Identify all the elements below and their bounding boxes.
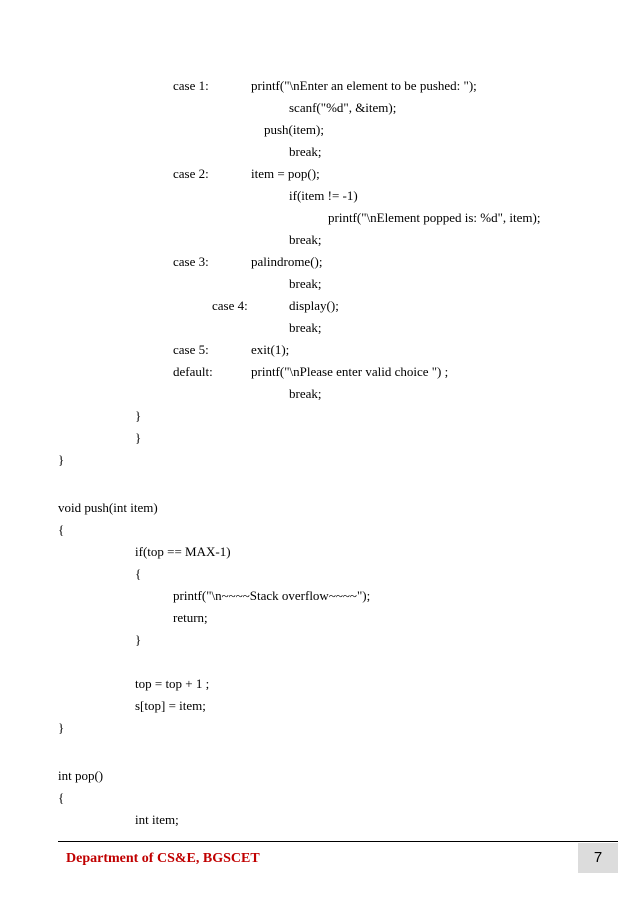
code-printf-push-prompt: printf("\nEnter an element to be pushed: "); xyxy=(251,78,477,93)
code-close-brace: } xyxy=(58,720,65,735)
code-int-item: int item; xyxy=(135,812,179,827)
code-printf-invalid: printf("\nPlease enter valid choice ") ; xyxy=(251,364,449,379)
code-return: return; xyxy=(173,610,208,625)
code-break: break; xyxy=(289,144,322,159)
code-assign-item: s[top] = item; xyxy=(135,698,206,713)
code-case-3: case 3: xyxy=(173,254,209,269)
code-break: break; xyxy=(289,276,322,291)
code-pop-call: item = pop(); xyxy=(251,166,320,181)
code-if-item: if(item != -1) xyxy=(289,188,358,203)
code-close-brace: } xyxy=(135,408,142,423)
code-open-brace: { xyxy=(58,790,65,805)
code-case-2: case 2: xyxy=(173,166,209,181)
code-printf-overflow: printf("\n~~~~Stack overflow~~~~"); xyxy=(173,588,371,603)
code-exit-call: exit(1); xyxy=(251,342,290,357)
code-default: default: xyxy=(173,364,213,379)
code-pop-signature: int pop() xyxy=(58,768,104,783)
code-case-5: case 5: xyxy=(173,342,209,357)
code-scanf: scanf("%d", &item); xyxy=(289,100,397,115)
code-printf-popped: printf("\nElement popped is: %d", item); xyxy=(328,210,541,225)
code-break: break; xyxy=(289,386,322,401)
code-break: break; xyxy=(289,320,322,335)
footer-divider xyxy=(58,841,618,842)
code-display-call: display(); xyxy=(289,298,339,313)
page-number: 7 xyxy=(578,843,618,873)
code-palindrome-call: palindrome(); xyxy=(251,254,323,269)
code-top-increment: top = top + 1 ; xyxy=(135,676,210,691)
code-push-call: push(item); xyxy=(264,122,324,137)
code-case-1: case 1: xyxy=(173,78,209,93)
code-close-brace: } xyxy=(58,452,65,467)
code-open-brace: { xyxy=(135,566,142,581)
code-open-brace: { xyxy=(58,522,65,537)
code-close-brace: } xyxy=(135,632,142,647)
code-case-4: case 4: xyxy=(212,298,248,313)
code-break: break; xyxy=(289,232,322,247)
code-if-overflow: if(top == MAX-1) xyxy=(135,544,231,559)
footer-department: Department of CS&E, BGSCET xyxy=(66,851,260,866)
code-push-signature: void push(int item) xyxy=(58,500,158,515)
code-close-brace: } xyxy=(135,430,142,445)
